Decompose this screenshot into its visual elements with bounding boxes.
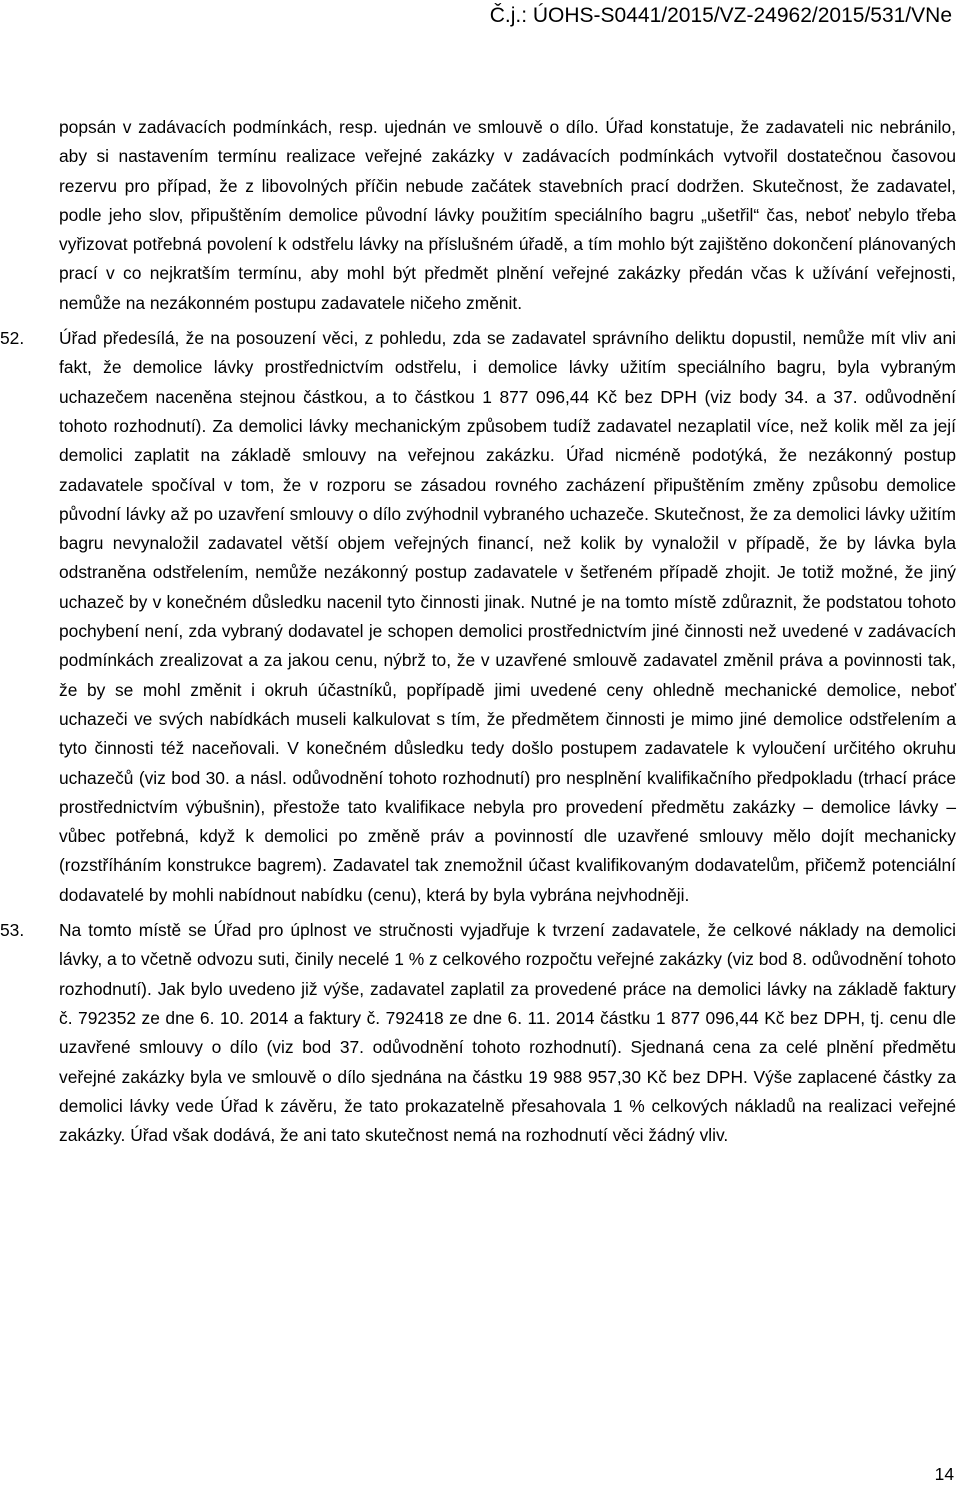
paragraph-text: Úřad předesílá, že na posouzení věci, z pohledu, zda se zadavatel správního deliktu dopustil, nemůže mít vliv ani fakt, že demolice lávky prostřednictvím odstřelu, i demolice lávky užitím speciálního bagru, byla vybraným uchazečem naceněna stejnou částkou, a to částkou 1 877 096,44 Kč bez DPH (viz body 34. a 37. odůvodnění tohoto rozhodnutí). Za demolici lávky mechanickým způsobem tudíž zadavatel nezaplatil více, než kolik měl za její demolici zaplatit na základě smlouvy na veřejnou zakázku. Úřad nicméně podotýká, že nezákonný postup zadavatele spočíval v tom, že v rozporu se zásadou rovného zacházení připuštěním změny způsobu demolice původní lávky až po uzavření smlouvy o dílo zvýhodnil vybraného uchazeče. Skutečnost, že za demolici lávky užitím bagru nevynaložil zadavatel větší objem veřejných financí, než kolik by vynaložil v případě, že by lávka byla odstraněna odstřelením, nemůže nezákonný postup zadavatele v šetřeném případě zhojit. Je totiž možné, že jiný uchazeč by v konečném důsledku nacenil tyto činnosti jinak. Nutné je na tomto místě zdůraznit, že podstatou tohoto pochybení není, zda vybraný dodavatel je schopen demolici prostřednictvím jiné činnosti než uvedené v zadávacích podmínkách zrealizovat a za jakou cenu, nýbrž to, že v uzavřené smlouvě zadavatel změnil práva a povinnosti tak, že by se mohl změnit i okruh účastníků, popřípadě jimi uvedené ceny ohledně mechanické demolice, neboť uchazeči ve svých nabídkách museli kalkulovat s tím, že předmětem činnosti je mimo jiné demolice odstřelením a tyto činnosti též naceňovali. V konečném důsledku tedy došlo postupem zadavatele k vyloučení určitého okruhu uchazečů (viz bod 30. a násl. odůvodnění tohoto rozhodnutí) pro nesplnění kvalifikačního předpokladu (trhací práce prostřednictvím výbušnin), přestože tato kvalifikace nebyla pro provedení předmětu zakázky – demolice lávky – vůbec potřebná, když k demolici po změně práv a povinností dle uzavřené smlouvy mělo dojít mechanicky (rozstříháním konstrukce bagrem). Zadavatel tak znemožnil účast kvalifikovaným dodavatelům, přičemž potenciální dodavatelé by mohli nabídnout nabídku (cenu), která by byla vybrána nejvhodněji. [59,328,956,905]
paragraph-52 [0,324,956,910]
paragraph-number: 52. [0,328,25,349]
paragraph-text: popsán v zadávacích podmínkách, resp. ujednán ve smlouvě o dílo. Úřad konstatuje, že zadavateli nic nebránilo, aby si nastavením termínu realizace veřejné zakázky v zadávacích podmínkách vytvořil dostatečnou časovou rezervu pro případ, že z libovolných příčin nebude začátek stavebních prací dodržen. Skutečnost, že zadavatel, podle jeho slov, připuštěním demolice původní lávky použitím speciálního bagru „ušetřil“ čas, neboť nebylo třeba vyřizovat potřebná povolení k odstřelu lávky na příslušném úřadě, a tím mohlo být zajištěno dokončení plánovaných prací v co nejkratším termínu, aby mohl být předmět plnění veřejné zakázky předán včas k užívání veřejnosti, nemůže na nezákonném postupu zadavatele ničeho změnit. [59,117,956,313]
paragraph-number: 53. [0,920,25,941]
paragraph-53 [0,916,956,1150]
document-reference-header: Č.j.: ÚOHS-S0441/2015/VZ-24962/2015/531/VNe [489,4,952,27]
document-body [0,113,956,1150]
paragraph-text: Na tomto místě se Úřad pro úplnost ve stručnosti vyjadřuje k tvrzení zadavatele, že celkové náklady na demolici lávky, a to včetně odvozu suti, činily necelé 1 % z celkového rozpočtu veřejné zakázky (viz bod 8. odůvodnění tohoto rozhodnutí). Jak bylo uvedeno již výše, zadavatel zaplatil za provedené práce na demolici lávky na základě faktury č. 792352 ze dne 6. 10. 2014 a faktury č. 792418 ze dne 6. 11. 2014 částku 1 877 096,44 Kč bez DPH, tj. cenu dle uzavřené smlouvy o dílo (viz bod 37. odůvodnění tohoto rozhodnutí). Sjednaná cena za celé plnění předmětu veřejné zakázky byla ve smlouvě o dílo sjednána na částku 19 988 957,30 Kč bez DPH. Výše zaplacené částky za demolici lávky vede Úřad k závěru, že tato prokazatelně přesahovala 1 % celkových nákladů na realizaci veřejné zakázky. Úřad však dodává, že ani tato skutečnost nemá na rozhodnutí věci žádný vliv. [59,920,956,1146]
paragraph-continuation [59,113,956,318]
page-number: 14 [934,1464,954,1484]
